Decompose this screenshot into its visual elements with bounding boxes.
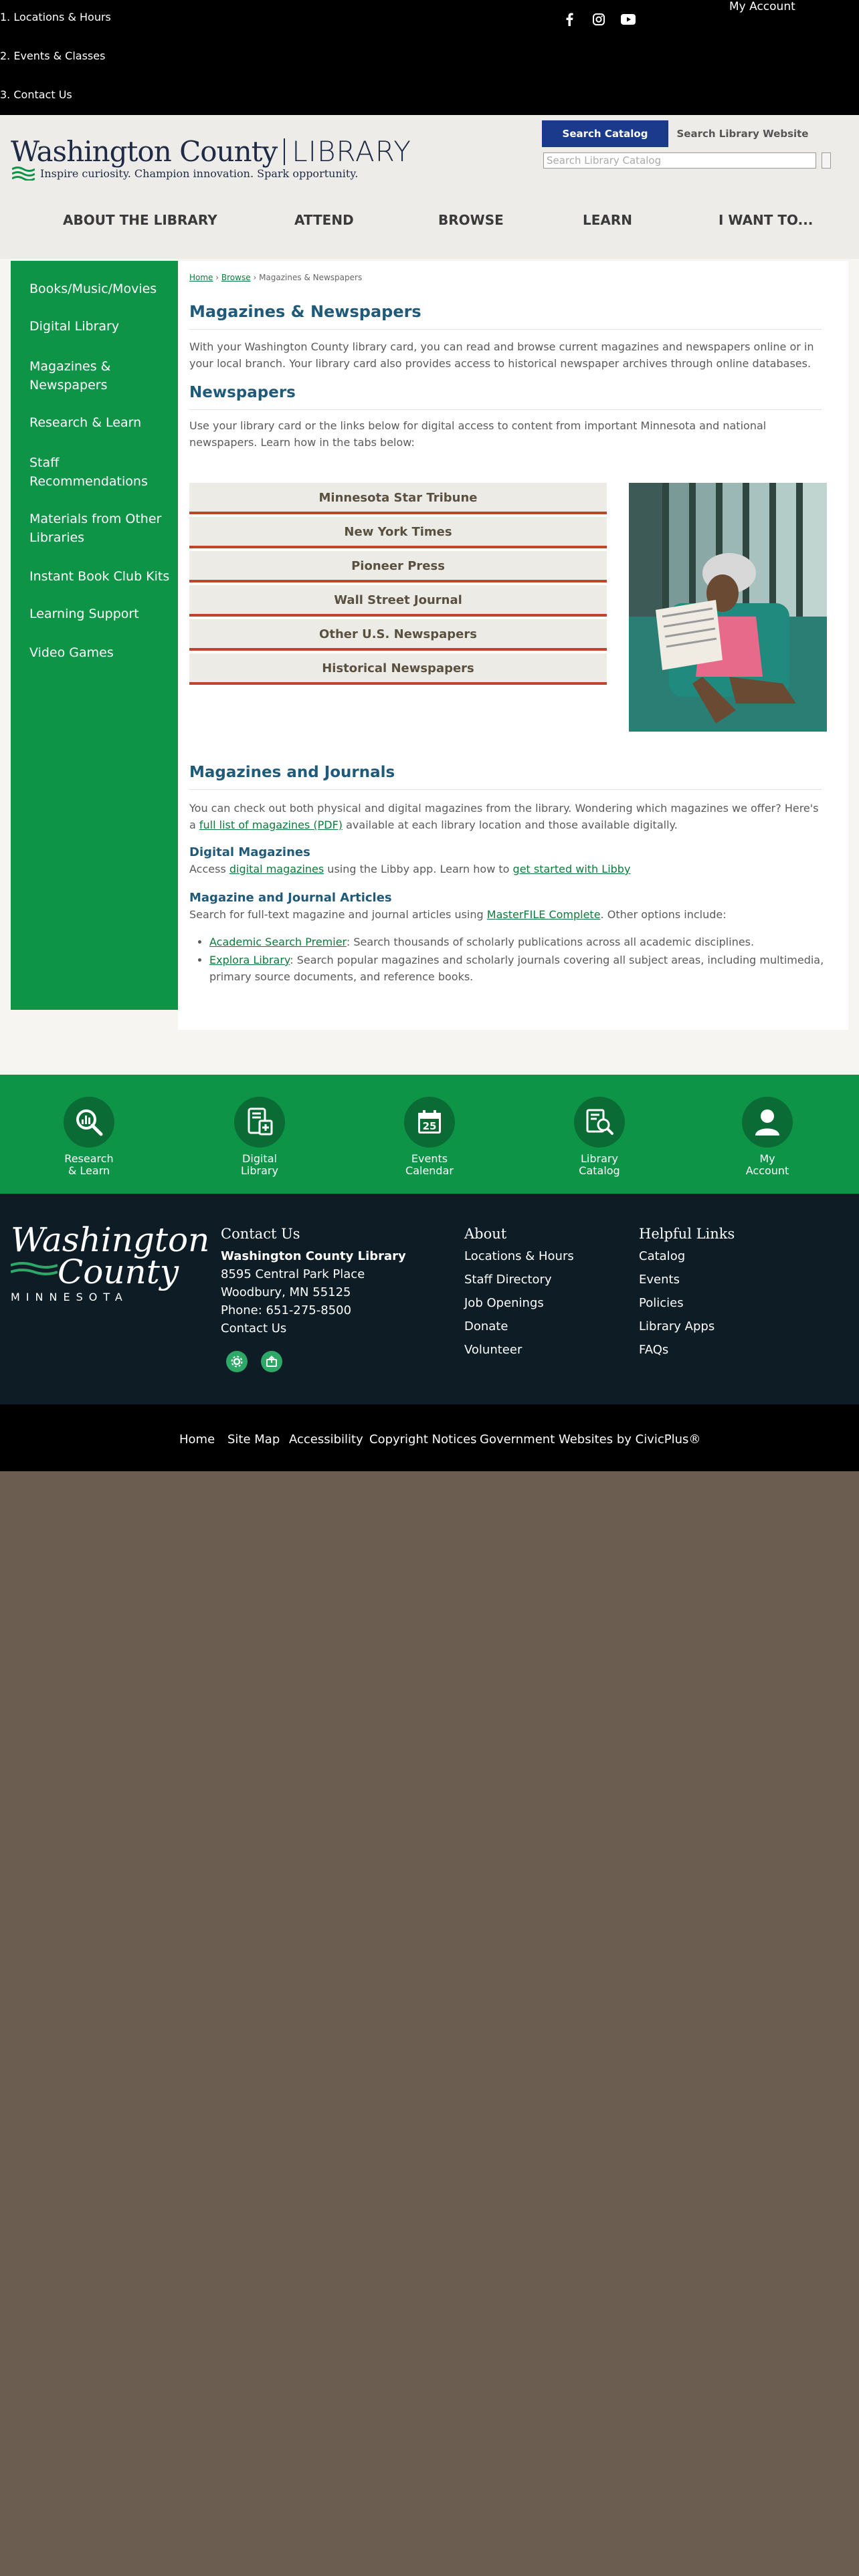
bottom-link-home[interactable]: Home <box>179 1432 215 1446</box>
accordion-pioneer-press[interactable]: Pioneer Press <box>189 551 607 582</box>
my-account-link[interactable]: My Account <box>729 0 795 13</box>
sidebar-item-magazines[interactable]: Magazines & Newspapers <box>29 359 111 393</box>
list-item: • Academic Search Premier: Search thousands of scholarly publications across all academic disciplines. <box>209 934 825 950</box>
user-icon <box>754 1107 781 1137</box>
academic-search-link[interactable]: Academic Search Premier <box>209 936 347 948</box>
breadcrumb: Home › Browse › Magazines & Newspapers <box>189 273 363 282</box>
youtube-icon[interactable] <box>621 12 636 27</box>
share-icon[interactable] <box>261 1351 282 1372</box>
digital-magazines-text: Access digital magazines using the Libby app. Learn how to get started with Libby <box>189 863 631 875</box>
settings-icon[interactable] <box>226 1351 248 1372</box>
quicklink-my-account[interactable]: My Account <box>721 1097 814 1177</box>
nav-browse[interactable]: BROWSE <box>438 212 504 228</box>
svg-text:25: 25 <box>422 1120 437 1132</box>
footer-link-locations[interactable]: Locations & Hours <box>464 1249 574 1263</box>
quicklink-research[interactable]: Research & Learn <box>42 1097 136 1177</box>
accordion-historical-newspapers[interactable]: Historical Newspapers <box>189 653 607 685</box>
footer-link-faqs[interactable]: FAQs <box>639 1343 669 1357</box>
articles-text: Search for full-text magazine and journal articles using MasterFILE Complete. Other options include: <box>189 908 727 921</box>
libby-link[interactable]: get started with Libby <box>512 863 631 875</box>
catalog-icon <box>585 1107 614 1137</box>
quick-link-events[interactable]: 2. Events & Classes <box>0 49 106 62</box>
nav-about[interactable]: ABOUT THE LIBRARY <box>63 212 217 228</box>
footer-contact-block: Washington County Library 8595 Central Park Place Woodbury, MN 55125 Phone: 651-275-8500 Contact Us <box>221 1247 406 1337</box>
sidebar-item-book-club-kits[interactable]: Instant Book Club Kits <box>29 569 170 584</box>
footer-link-policies[interactable]: Policies <box>639 1296 684 1310</box>
list-item: • Explora Library: Search popular magazines and scholarly journals covering all subject areas, including multimedia, primary source documents, and reference books. <box>209 952 825 985</box>
nav-learn[interactable]: LEARN <box>583 212 633 228</box>
digital-magazines-link[interactable]: digital magazines <box>229 863 324 875</box>
sidebar-item-staff-recs[interactable]: Staff Recommendations <box>29 455 148 489</box>
footer-helpful-links <box>639 1247 714 1364</box>
bottom-link-sitemap[interactable]: Site Map <box>227 1432 280 1446</box>
footer-logo[interactable]: Washington County MINNESOTA <box>11 1220 210 1303</box>
accordion-star-tribune[interactable]: Minnesota Star Tribune <box>189 483 607 514</box>
footer-link-staff-directory[interactable]: Staff Directory <box>464 1273 552 1287</box>
search-submit-button[interactable] <box>822 152 831 169</box>
facebook-icon[interactable] <box>562 12 577 27</box>
site-footer <box>0 1194 859 1404</box>
calendar-icon <box>416 1109 443 1136</box>
footer-link-catalog[interactable]: Catalog <box>639 1249 686 1263</box>
accordion-new-york-times[interactable]: New York Times <box>189 517 607 548</box>
catalog-search-input[interactable]: Search Library Catalog <box>543 152 816 169</box>
logo-tagline: Inspire curiosity. Champion innovation. Spark opportunity. <box>40 167 359 180</box>
search-website-tab[interactable]: Search Library Website <box>676 128 809 140</box>
main-nav <box>0 199 859 259</box>
quicklink-digital-library[interactable]: Digital Library <box>213 1097 306 1177</box>
instagram-icon[interactable] <box>591 12 606 27</box>
footer-about-links <box>464 1247 574 1364</box>
bottom-link-civicplus[interactable]: Government Websites by CivicPlus® <box>480 1432 701 1446</box>
accordion-wall-street-journal[interactable]: Wall Street Journal <box>189 585 607 617</box>
library-logo[interactable]: Washington County LIBRARY <box>11 135 411 168</box>
search-catalog-tab[interactable]: Search Catalog <box>542 120 668 147</box>
page-title: Magazines & Newspapers <box>189 302 421 321</box>
footer-link-volunteer[interactable]: Volunteer <box>464 1343 522 1357</box>
breadcrumb-current: Magazines & Newspapers <box>259 273 363 282</box>
magazine-list-pdf-link[interactable]: full list of magazines (PDF) <box>199 819 343 831</box>
footer-link-events[interactable]: Events <box>639 1273 680 1287</box>
footer-helpful-heading: Helpful Links <box>639 1226 735 1242</box>
masterfile-link[interactable]: MasterFILE Complete <box>486 908 601 921</box>
database-list <box>209 934 825 986</box>
nav-attend[interactable]: ATTEND <box>294 212 354 228</box>
intro-text: With your Washington County library card, you can read and browse current magazines and newspapers online or in your local branch. Your library card also provides access to historical newspaper archives through online databases. <box>189 340 814 370</box>
sidebar-item-digital-library[interactable]: Digital Library <box>29 319 120 334</box>
footer-contact-heading: Contact Us <box>221 1226 300 1242</box>
newspapers-text: Use your library card or the links below for digital access to content from important Minnesota and national newspapers. Learn how in the tabs below: <box>189 419 767 449</box>
articles-heading: Magazine and Journal Articles <box>189 891 392 905</box>
woman-reading-newspaper-image <box>629 483 827 732</box>
footer-waves-icon <box>11 1261 58 1277</box>
top-bar <box>0 0 859 115</box>
sidebar-item-other-libraries[interactable]: Materials from Other Libraries <box>29 512 162 545</box>
sidebar-nav <box>11 261 178 1010</box>
nav-i-want-to[interactable]: I WANT TO... <box>719 212 814 228</box>
footer-link-apps[interactable]: Library Apps <box>639 1319 715 1333</box>
sidebar-item-learning-support[interactable]: Learning Support <box>29 607 139 621</box>
magazines-text: You can check out both physical and digital magazines from the library. Wondering which magazines we offer? Here's a full list of magazines (PDF) available at each library location and those available digitally. <box>189 802 819 831</box>
digital-magazines-heading: Digital Magazines <box>189 845 310 859</box>
quick-links-band <box>0 1075 859 1194</box>
breadcrumb-browse[interactable]: Browse <box>221 273 251 282</box>
quicklink-events-calendar[interactable]: 25 Events Calendar <box>383 1097 476 1177</box>
sidebar-item-video-games[interactable]: Video Games <box>29 645 114 660</box>
footer-link-jobs[interactable]: Job Openings <box>464 1296 544 1310</box>
breadcrumb-home[interactable]: Home <box>189 273 213 282</box>
sidebar-item-research[interactable]: Research & Learn <box>29 415 142 430</box>
footer-about-heading: About <box>464 1226 507 1242</box>
quick-link-contact[interactable]: 3. Contact Us <box>0 88 72 101</box>
quicklink-library-catalog[interactable]: Library Catalog <box>553 1097 646 1177</box>
sidebar-item-books[interactable]: Books/Music/Movies <box>29 282 157 296</box>
footer-link-donate[interactable]: Donate <box>464 1319 508 1333</box>
footer-contact-link[interactable]: Contact Us <box>221 1321 287 1335</box>
quick-link-locations[interactable]: 1. Locations & Hours <box>0 11 111 23</box>
explora-link[interactable]: Explora Library <box>209 954 290 966</box>
bottom-link-copyright[interactable]: Copyright Notices <box>369 1432 477 1446</box>
digital-library-icon <box>246 1107 273 1137</box>
site-header <box>0 115 859 199</box>
research-icon <box>74 1107 104 1137</box>
newspapers-heading: Newspapers <box>189 384 296 401</box>
bottom-bar <box>0 1404 859 1471</box>
logo-waves-icon <box>12 166 35 181</box>
magazines-heading: Magazines and Journals <box>189 764 395 781</box>
bottom-link-accessibility[interactable]: Accessibility <box>289 1432 363 1446</box>
accordion-other-newspapers[interactable]: Other U.S. Newspapers <box>189 619 607 651</box>
